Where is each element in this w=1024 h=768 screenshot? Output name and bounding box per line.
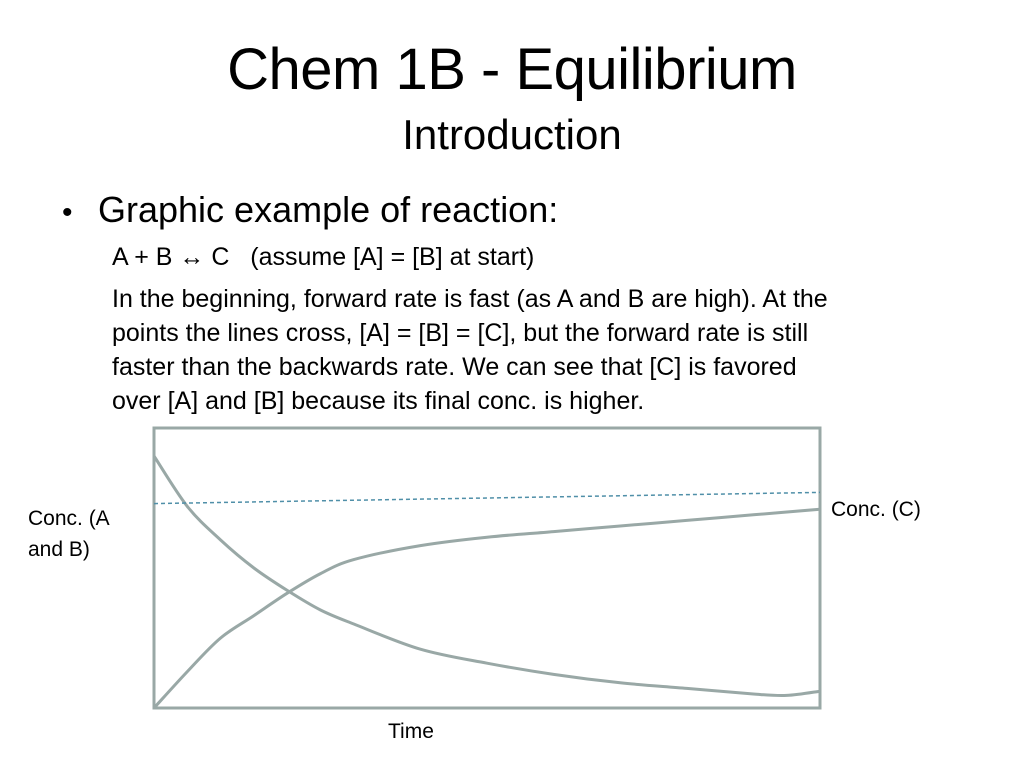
chart-marks bbox=[154, 456, 820, 708]
x-axis-label: Time bbox=[388, 720, 434, 743]
paragraph-line: faster than the backwards rate. We can see that [C] is favored bbox=[112, 353, 797, 381]
reaction-equation: A + B ↔ C (assume [A] = [B] at start) bbox=[112, 243, 535, 271]
paragraph-line: over [A] and [B] because its final conc. is higher. bbox=[112, 387, 645, 415]
slide-title: Chem 1B - Equilibrium bbox=[227, 37, 797, 102]
equilibrium-reference-line bbox=[154, 492, 820, 503]
series-line-2 bbox=[154, 509, 820, 708]
y-axis-label-left: Conc. (A and B) bbox=[28, 507, 109, 561]
bullet-dot-icon: • bbox=[62, 196, 73, 229]
slide-subtitle: Introduction bbox=[402, 111, 622, 158]
series-line-1 bbox=[154, 456, 820, 696]
paragraph-line: In the beginning, forward rate is fast (as A and B are high). At the bbox=[112, 285, 828, 313]
y-axis-label-right: Conc. (C) bbox=[831, 498, 921, 521]
paragraph-line: points the lines cross, [A] = [B] = [C], but the forward rate is still bbox=[112, 319, 809, 347]
bullet-text: Graphic example of reaction: bbox=[98, 189, 559, 230]
